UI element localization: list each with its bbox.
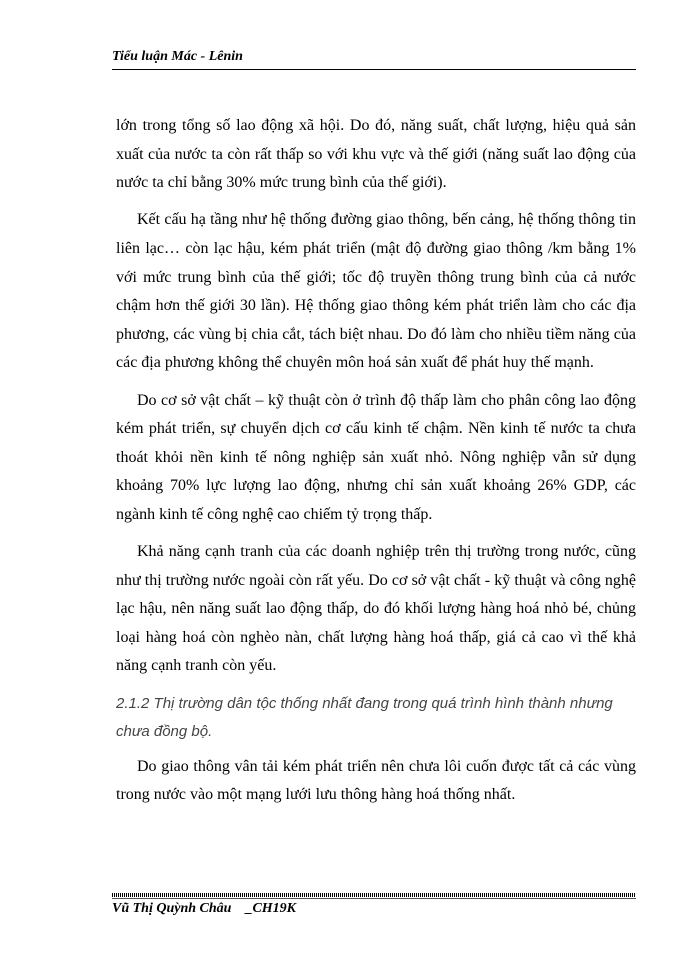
paragraph-2: Kết cấu hạ tầng như hệ thống đường giao thông, bến cảng, hệ thống thông tin liên lạc… còn lạc hậu, kém phát triển (mật độ đường giao thông /km bằng 1% với mức trung bình của thế giới; tốc độ truyền thông trung bình của cả nước chậm hơn thế giới 30 lần). Hệ thống giao thông kém phát triển làm cho các địa phương, các vùng bị chia cắt, tách biệt nhau. Do đó làm cho nhiều tiềm năng của các địa phương không thể chuyên môn hoá sản xuất để phát huy thế mạnh. bbox=[116, 211, 636, 372]
footer-rule bbox=[112, 893, 636, 897]
paragraph-5: Do giao thông vân tải kém phát triển nên chưa lôi cuốn được tất cả các vùng trong nước vào một mạng lưới lưu thông hàng hoá thống nhất. bbox=[116, 757, 636, 804]
footer-author: Vũ Thị Quỳnh Châu _CH19K bbox=[112, 901, 297, 916]
footer-rule-line bbox=[112, 898, 636, 899]
paragraph-4: Khả năng cạnh tranh của các doanh nghiệp trên thị trường trong nước, cũng như thị trường nước ngoài còn rất yếu. Do cơ sở vật chất - kỹ thuật và công nghệ lạc hậu, nên năng suất lao động thấp, do đó khối lượng hàng hoá nhỏ bé, chủng loại hàng hoá còn nghèo nàn, chất lượng hàng hoá thấp, giá cả cao vì thế khả năng cạnh tranh còn yếu. bbox=[116, 543, 636, 675]
paragraph-3: Do cơ sở vật chất – kỹ thuật còn ở trình độ thấp làm cho phân công lao động kém phát triển, sự chuyển dịch cơ cấu kinh tế chậm. Nền kinh tế nước ta chưa thoát khỏi nền kinh tế nông nghiệp sản xuất nhỏ. Nông nghiệp vẫn sử dụng khoảng 70% lực lượng lao động, nhưng chỉ sản xuất khoảng 26% GDP, các ngành kinh tế công nghệ cao chiếm tỷ trọng thấp. bbox=[116, 391, 636, 523]
section-heading: 2.1.2 Thị trường dân tộc thống nhất đang trong quá trình hình thành nhưng chưa đồng bộ. bbox=[116, 694, 613, 741]
paragraph-1: lớn trong tổng số lao động xã hội. Do đó, năng suất, chất lượng, hiệu quả sản xuất của nước ta còn rất thấp so với khu vực và thế giới (năng suất lao động của nước ta chỉ bằng 30% mức trung bình của thế giới). bbox=[116, 117, 636, 192]
header-title: Tiểu luận Mác - Lênin bbox=[112, 49, 243, 64]
body-text bbox=[116, 112, 636, 819]
header-rule bbox=[112, 69, 636, 70]
